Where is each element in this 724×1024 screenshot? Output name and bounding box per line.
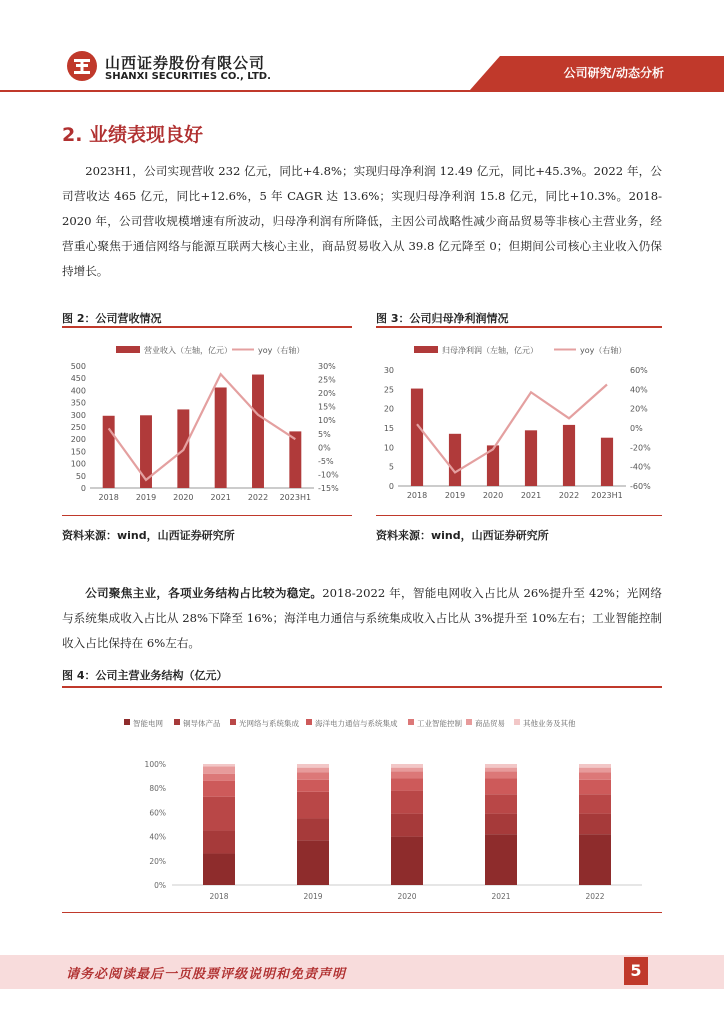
section-title: 2. 业绩表现良好 [62, 124, 204, 146]
x-tick-label: 2023H1 [279, 493, 312, 502]
y-right-tick-label: 0% [630, 424, 643, 433]
header-divider [0, 90, 724, 92]
company-logo-icon [66, 50, 98, 82]
y-tick-label: 20% [149, 856, 166, 866]
y-left-tick-label: 250 [70, 423, 86, 432]
stacked-bar-segment [485, 794, 517, 813]
fig3-bottom-rule [376, 515, 662, 516]
x-tick-label: 2022 [558, 491, 580, 500]
company-name-cn: 山西证券股份有限公司 [105, 54, 266, 72]
y-left-tick-label: 200 [70, 435, 86, 445]
legend-swatch [514, 719, 520, 725]
x-tick-label: 2020 [482, 491, 504, 500]
stacked-bar-segment [579, 772, 611, 779]
x-tick-label: 2021 [210, 493, 231, 502]
stacked-bar-segment [485, 764, 517, 768]
bar [411, 389, 423, 486]
y-tick-label: 80% [149, 784, 166, 794]
x-tick-label: 2021 [491, 892, 511, 901]
stacked-bar-segment [297, 792, 329, 819]
stacked-bar-segment [579, 834, 611, 885]
stacked-bar-segment [485, 814, 517, 835]
legend-label-bar: 归母净利润（左轴，亿元） [442, 346, 538, 355]
legend-swatch [124, 719, 130, 725]
stacked-bar-segment [297, 780, 329, 792]
stacked-bar-segment [203, 854, 235, 885]
legend-label: 铜导体产品 [183, 719, 221, 728]
business-structure-paragraph [62, 581, 662, 656]
legend-swatch [230, 719, 236, 725]
business-structure-lead: 公司聚焦主业，各项业务结构占比较为稳定。 [85, 586, 323, 600]
stacked-bar-segment [297, 764, 329, 768]
y-tick-label: 100% [144, 760, 166, 769]
stacked-bar-segment [203, 781, 235, 797]
y-left-tick-label: 50 [75, 471, 86, 481]
y-right-tick-label: 25% [318, 375, 336, 385]
stacked-bar-segment [297, 840, 329, 885]
fig4-top-rule [62, 686, 662, 688]
y-right-tick-label: 30% [318, 362, 336, 371]
legend-label: 工业智能控制 [417, 719, 462, 728]
stacked-bar-segment [579, 768, 611, 773]
bar [525, 430, 537, 486]
stacked-bar-segment [391, 791, 423, 814]
fig2-source: 资料来源：wind，山西证券研究所 [62, 529, 235, 542]
legend-label: 其他业务及其他 [523, 719, 576, 728]
stacked-bar-segment [391, 764, 423, 768]
fig2-title: 图 2：公司营收情况 [62, 312, 162, 325]
legend-label-bar: 营业收入（左轴，亿元） [144, 346, 232, 355]
y-right-tick-label: 20% [630, 404, 648, 414]
x-tick-label: 2018 [406, 491, 428, 500]
y-left-tick-label: 5 [388, 462, 394, 472]
bar [563, 425, 575, 486]
stacked-bar-segment [485, 771, 517, 778]
fig4-bottom-rule [62, 912, 662, 913]
legend-swatch-bar [116, 346, 140, 353]
legend-swatch-bar [414, 346, 438, 353]
y-right-tick-label: -60% [630, 482, 651, 491]
y-right-tick-label: -5% [318, 456, 334, 466]
fig3-title: 图 3：公司归母净利润情况 [376, 312, 509, 325]
x-tick-label: 2020 [397, 892, 417, 901]
legend-label-line: yoy（右轴） [258, 346, 305, 355]
stacked-bar-segment [579, 780, 611, 795]
stacked-bar-segment [203, 774, 235, 781]
y-left-tick-label: 100 [70, 459, 86, 469]
page-number: 5 [624, 957, 648, 985]
y-left-tick-label: 150 [70, 447, 86, 457]
y-tick-label: 0% [154, 881, 166, 890]
x-tick-label: 2023H1 [591, 491, 623, 500]
stacked-bar-segment [391, 771, 423, 778]
company-name-en: SHANXI SECURITIES CO., LTD. [105, 71, 271, 82]
stacked-bar-segment [579, 814, 611, 835]
stacked-bar-segment [297, 772, 329, 779]
report-type-tag: 公司研究/动态分析 [563, 66, 664, 80]
fig2-bottom-rule [62, 515, 352, 516]
legend-swatch [306, 719, 312, 725]
y-right-tick-label: -40% [630, 462, 651, 472]
fig3-top-rule [376, 326, 662, 328]
stacked-bar-segment [391, 768, 423, 772]
disclaimer-notice: 请务必阅读最后一页股票评级说明和免责声明 [66, 967, 347, 982]
bar [289, 431, 301, 488]
revenue-chart [62, 334, 352, 512]
bar [103, 416, 115, 488]
y-left-tick-label: 450 [70, 374, 86, 384]
stacked-bar-segment [391, 837, 423, 885]
y-left-tick-label: 15 [383, 424, 394, 433]
y-right-tick-label: 5% [318, 429, 331, 439]
legend-label-line: yoy（右轴） [580, 346, 627, 355]
stacked-bar-segment [297, 768, 329, 773]
fig2-top-rule [62, 326, 352, 328]
y-tick-label: 60% [149, 808, 166, 818]
legend-swatch [174, 719, 180, 725]
fig3-source: 资料来源：wind，山西证券研究所 [376, 529, 549, 542]
legend-label: 光网络与系统集成 [239, 719, 299, 728]
yoy-line [109, 374, 296, 480]
y-tick-label: 40% [149, 832, 166, 842]
bar [449, 434, 461, 486]
y-left-tick-label: 25 [383, 385, 394, 395]
y-right-tick-label: -15% [318, 484, 339, 493]
bar [215, 387, 227, 488]
x-tick-label: 2019 [135, 493, 157, 502]
stacked-bar-segment [203, 831, 235, 854]
x-tick-label: 2018 [209, 892, 229, 901]
y-left-tick-label: 30 [383, 366, 394, 375]
y-right-tick-label: 20% [318, 389, 336, 399]
x-tick-label: 2022 [585, 892, 605, 901]
x-tick-label: 2019 [444, 491, 466, 500]
net-profit-chart [376, 334, 662, 512]
y-left-tick-label: 300 [70, 410, 86, 420]
y-right-tick-label: 15% [318, 402, 336, 412]
stacked-bar-segment [203, 797, 235, 831]
y-right-tick-label: 40% [630, 385, 648, 395]
x-tick-label: 2019 [303, 892, 323, 901]
legend-label: 商品贸易 [475, 719, 505, 728]
y-right-tick-label: 10% [318, 416, 336, 426]
x-tick-label: 2022 [247, 493, 269, 502]
stacked-bar-segment [485, 768, 517, 772]
y-right-tick-label: -10% [318, 470, 339, 480]
y-left-tick-label: 20 [383, 404, 394, 414]
y-right-tick-label: 0% [318, 443, 331, 453]
y-right-tick-label: -20% [630, 443, 651, 453]
bar [601, 438, 613, 486]
yoy-line [417, 385, 607, 473]
legend-swatch [408, 719, 414, 725]
stacked-bar-segment [391, 814, 423, 837]
stacked-bar-segment [579, 764, 611, 768]
stacked-bar-segment [579, 794, 611, 813]
stacked-bar-segment [391, 779, 423, 791]
performance-paragraph: 2023H1，公司实现营收 232 亿元，同比+4.8%；实现归母净利润 12.49 亿元，同比+45.3%。2022 年，公司营收达 465 亿元，同比+12.6%，5 年 CAGR 达 13.6%；实现归母净利润 15.8 亿元，同比+10.3%。2018-2020 年，公司营收规模增速有所波动，归母净利润有所降低，主因公司战略性减少商品贸易等非核心主营业务，经营重心聚焦于通信网络与能源互联两大核心主业，商品贸易收入从 39.8 亿元降至 0；但期间公司核心主业收入仍保持增长。 [62, 164, 662, 278]
y-left-tick-label: 10 [383, 443, 394, 453]
stacked-bar-segment [203, 764, 235, 766]
stacked-bar-segment [485, 779, 517, 795]
y-left-tick-label: 350 [70, 398, 86, 408]
y-right-tick-label: 60% [630, 366, 648, 375]
y-left-tick-label: 0 [80, 484, 86, 493]
legend-label: 海洋电力通信与系统集成 [315, 719, 398, 728]
legend-label: 智能电网 [133, 719, 163, 728]
x-tick-label: 2020 [173, 493, 194, 502]
bar [252, 375, 264, 488]
fig4-title: 图 4：公司主营业务结构（亿元） [62, 669, 228, 682]
stacked-bar-segment [297, 818, 329, 840]
business-structure-chart [62, 692, 662, 908]
page-header [0, 0, 724, 100]
x-tick-label: 2021 [520, 491, 542, 500]
stacked-bar-segment [203, 766, 235, 773]
y-left-tick-label: 0 [388, 482, 394, 491]
y-left-tick-label: 500 [70, 362, 86, 371]
y-left-tick-label: 400 [70, 386, 86, 396]
legend-swatch [466, 719, 472, 725]
stacked-bar-segment [485, 834, 517, 885]
x-tick-label: 2018 [98, 493, 119, 502]
business-structure-body: 2018-2022 年，智能电网收入占比从 26%提升至 42%；光网络与系统集成收入占比从 28%下降至 16%；海洋电力通信与系统集成收入占比从 3%提升至 10%左右；工业智能控制收入占比保持在 6%左右。 [62, 586, 662, 650]
